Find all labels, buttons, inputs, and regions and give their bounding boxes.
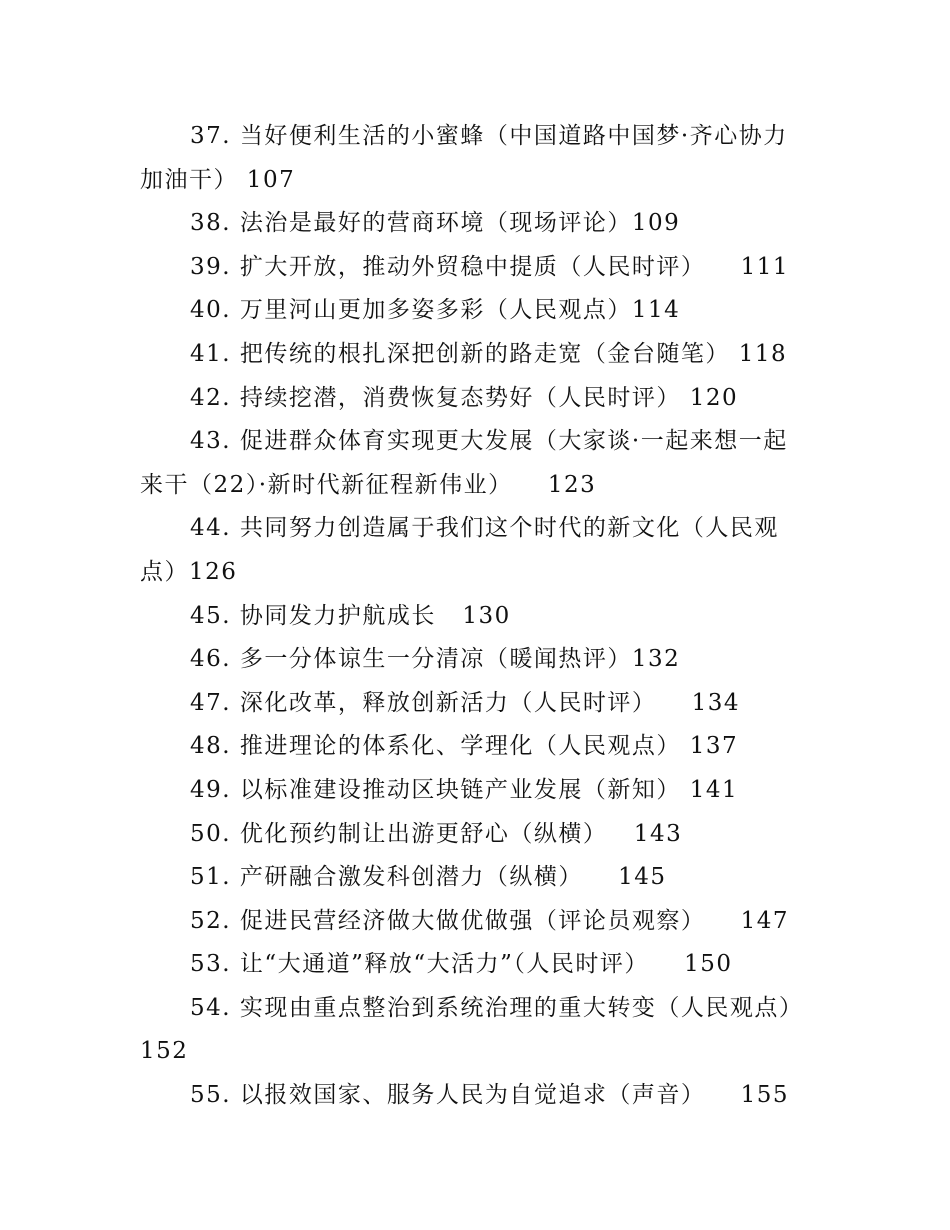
toc-entry-37: 37. 当好便利生活的小蜜蜂（中国道路中国梦·齐心协力加油干） 107 bbox=[140, 123, 788, 193]
toc-entry-49: 49. 以标准建设推动区块链产业发展（新知） 141 bbox=[190, 776, 739, 803]
toc-entry-43: 43. 促进群众体育实现更大发展（大家谈·一起来想一起来干（22）·新时代新征程新伟业） 123 bbox=[140, 428, 788, 498]
toc-entry-55: 55. 以报效国家、服务人民为自觉追求（声音） 155 bbox=[190, 1082, 790, 1109]
toc-entry-47: 47. 深化改革，释放创新活力（人民时评） 134 bbox=[190, 689, 741, 716]
toc-entry-45: 45. 协同发力护航成长 130 bbox=[190, 602, 511, 629]
toc-entry-40: 40. 万里河山更加多姿多彩（人民观点）114 bbox=[190, 297, 681, 324]
toc-entry-46: 46. 多一分体谅生一分清凉（暖闻热评）132 bbox=[190, 646, 681, 673]
toc-entry-44: 44. 共同努力创造属于我们这个时代的新文化（人民观点）126 bbox=[140, 515, 779, 585]
toc-entry-42: 42. 持续挖潜，消费恢复态势好（人民时评） 120 bbox=[190, 384, 739, 411]
toc-entry-53: 53. 让“大通道”释放“大活力”（人民时评） 150 bbox=[190, 951, 733, 978]
toc-entry-39: 39. 扩大开放，推动外贸稳中提质（人民时评） 111 bbox=[190, 253, 790, 280]
toc-entry-41: 41. 把传统的根扎深把创新的路走宽（金台随笔） 118 bbox=[190, 340, 788, 367]
toc-entry-38: 38. 法治是最好的营商环境（现场评论）109 bbox=[190, 210, 681, 237]
toc-entry-54: 54. 实现由重点整治到系统治理的重大转变（人民观点）152 bbox=[140, 994, 804, 1065]
toc-entry-48: 48. 推进理论的体系化、学理化（人民观点） 137 bbox=[190, 733, 739, 760]
table-of-contents bbox=[140, 115, 810, 1118]
toc-entry-51: 51. 产研融合激发科创潜力（纵横） 145 bbox=[190, 864, 667, 891]
toc-entry-52: 52. 促进民营经济做大做优做强（评论员观察） 147 bbox=[190, 907, 790, 934]
toc-entry-50: 50. 优化预约制让出游更舒心（纵横） 143 bbox=[190, 820, 683, 847]
